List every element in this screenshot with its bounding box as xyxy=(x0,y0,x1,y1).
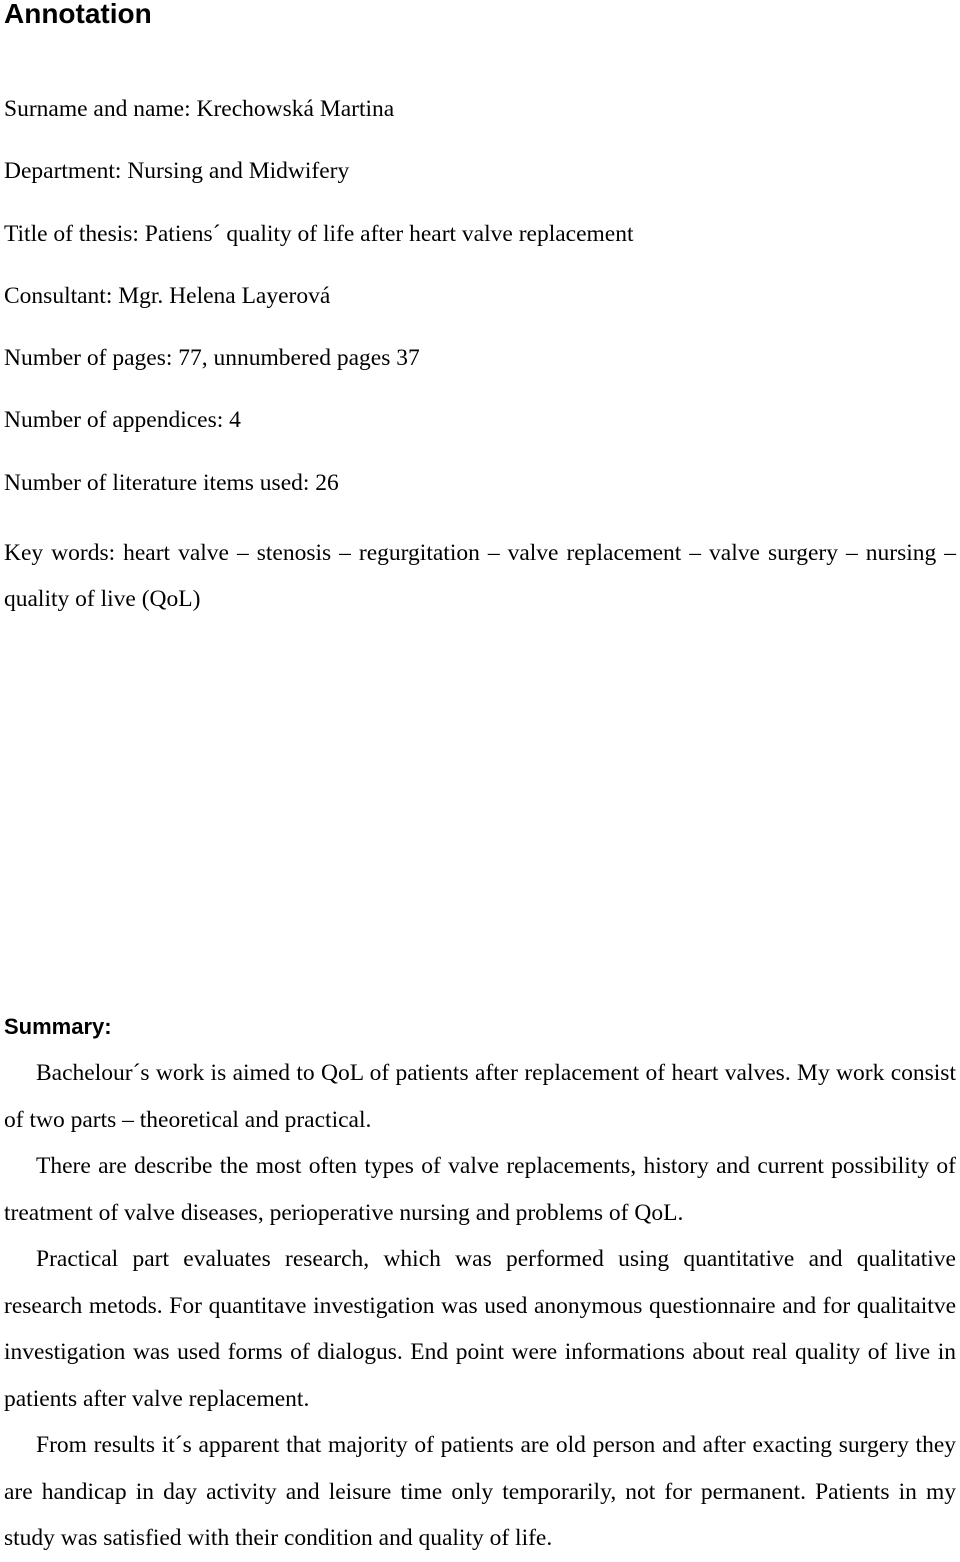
thesis-title-line: Title of thesis: Patiens´ quality of life after heart valve replacement xyxy=(4,221,634,247)
summary-paragraph: From results it´s apparent that majority of patients are old person and after exacting surgery they are handicap in day activity and leisure time only temporarily, not for permanent. Patients in my study was satisfied with their condition and quality of life. xyxy=(4,1432,956,1551)
summary-paragraph: Practical part evaluates research, which was performed using quantitative and qualitative research metods. For quantitave investigation was used anonymous questionnaire and for qualitaitve investigation was used forms of dialogus. End point were informations about real quality of live in patients after valve replacement. xyxy=(4,1246,956,1412)
summary-paragraph: There are describe the most often types of valve replacements, history and current possibility of treatment of valve diseases, perioperative nursing and problems of QoL. xyxy=(4,1153,956,1226)
pages-count-line: Number of pages: 77, unnumbered pages 37 xyxy=(4,345,420,371)
literature-count-line: Number of literature items used: 26 xyxy=(4,470,339,496)
summary-paragraph: Bachelour´s work is aimed to QoL of patients after replacement of heart valves. My work consist of two parts – theoretical and practical. xyxy=(4,1060,956,1133)
surname-line: Surname and name: Krechowská Martina xyxy=(4,96,395,122)
keywords-paragraph: Key words: heart valve – stenosis – regurgitation – valve replacement – valve surgery – nursing – quality of live (QoL) xyxy=(4,540,956,612)
page-title: Annotation xyxy=(4,0,152,29)
department-line: Department: Nursing and Midwifery xyxy=(4,158,350,184)
appendices-count-line: Number of appendices: 4 xyxy=(4,407,241,433)
summary-heading: Summary: xyxy=(4,1014,112,1039)
consultant-line: Consultant: Mgr. Helena Layerová xyxy=(4,283,331,309)
summary-body xyxy=(4,1050,956,1562)
